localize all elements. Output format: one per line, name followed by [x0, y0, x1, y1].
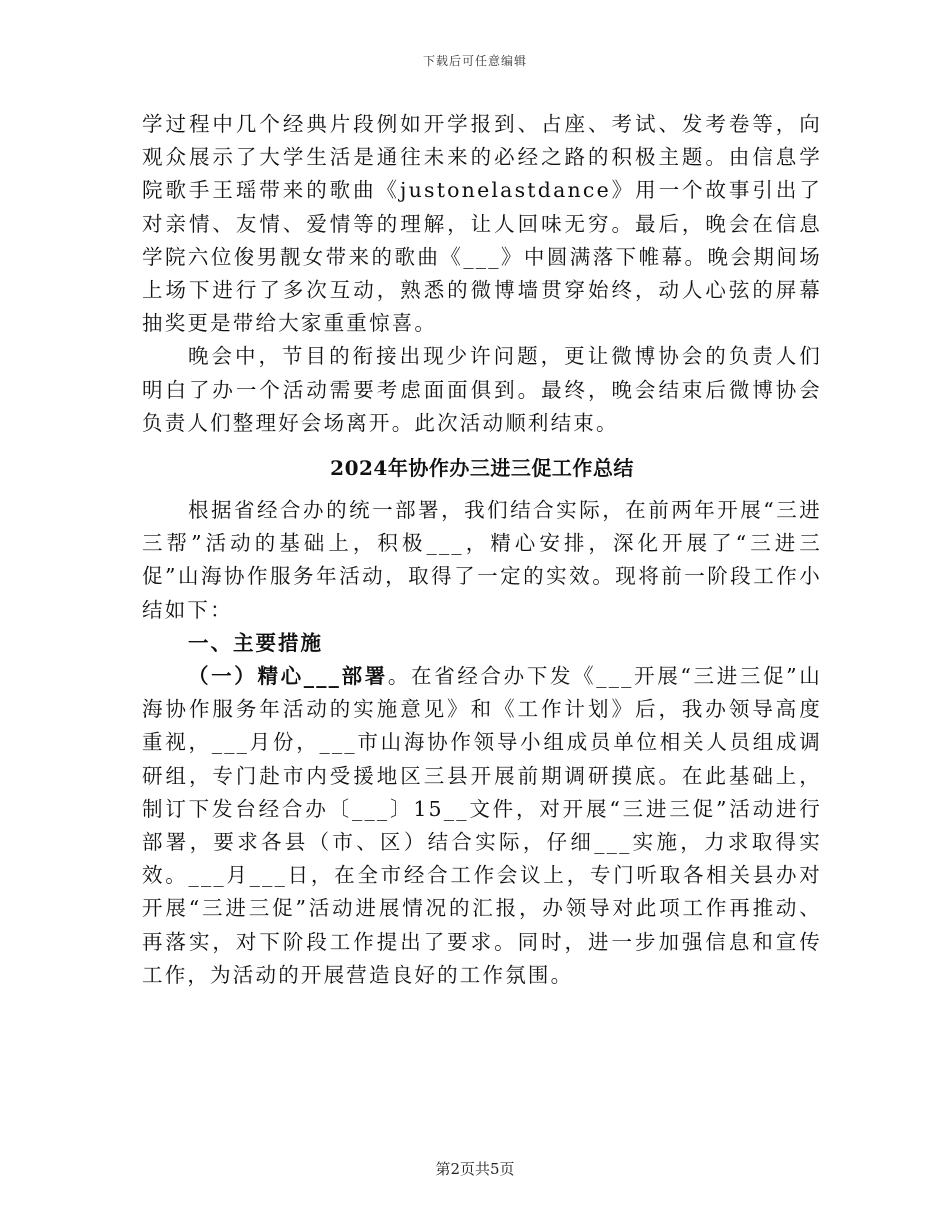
- paragraph-measure-one: [142, 660, 822, 992]
- measure-one-text: 。在省经合办下发《___开展“三进三促”山海协作服务年活动的实施意见》和《工作计划》后，我办领导高度重视，___月份，___市山海协作领导小组成员单位相关人员组成调研组，专门赴市内受援地区三县开展前期调研摸底。在此基础上，制订下发台经合办〔___〕15__文件，对开展“三进三促”活动进行部署，要求各县（市、区）结合实际，仔细___实施，力求取得实效。___月___日，在全市经合工作会议上，专门听取各相关县办对开展“三进三促”活动进展情况的汇报，办领导对此项工作再推动、再落实，对下阶段工作提出了要求。同时，进一步加强信息和宣传工作，为活动的开展营造良好的工作氛围。: [142, 664, 822, 987]
- page-footer: 第2页共5页: [435, 1160, 515, 1178]
- document-body: [142, 108, 822, 992]
- document-title: 2024年协作办三进三促工作总结: [330, 456, 634, 481]
- paragraph-evening-summary: 晚会中，节目的衔接出现少许问题，更让微博协会的负责人们明白了办一个活动需要考虑面面俱到。最终，晚会结束后微博协会负责人们整理好会场离开。此次活动顺利结束。: [142, 344, 822, 435]
- paragraph-intro: 根据省经合办的统一部署，我们结合实际，在前两年开展“三进三帮”活动的基础上，积极___，精心安排，深化开展了“三进三促”山海协作服务年活动，取得了一定的实效。现将前一阶段工作小结如下：: [142, 498, 822, 622]
- page-header: 下载后可任意编辑: [422, 54, 527, 68]
- measure-one-heading: （一）精心___部署: [188, 664, 388, 689]
- paragraph-continuation: 学过程中几个经典片段例如开学报到、占座、考试、发考卷等，向观众展示了大学生活是通往未来的必经之路的积极主题。由信息学院歌手王瑶带来的歌曲《justonelastdance》用一个故事引出了对亲情、友情、爱情等的理解，让人回味无穷。最后，晚会在信息学院六位俊男靓女带来的歌曲《___》中圆满落下帷幕。晚会期间场上场下进行了多次互动，熟悉的微博墙贯穿始终，动人心弦的屏幕抽奖更是带给大家重重惊喜。: [142, 112, 822, 336]
- section-heading-main-measures: 一、主要措施: [188, 630, 323, 655]
